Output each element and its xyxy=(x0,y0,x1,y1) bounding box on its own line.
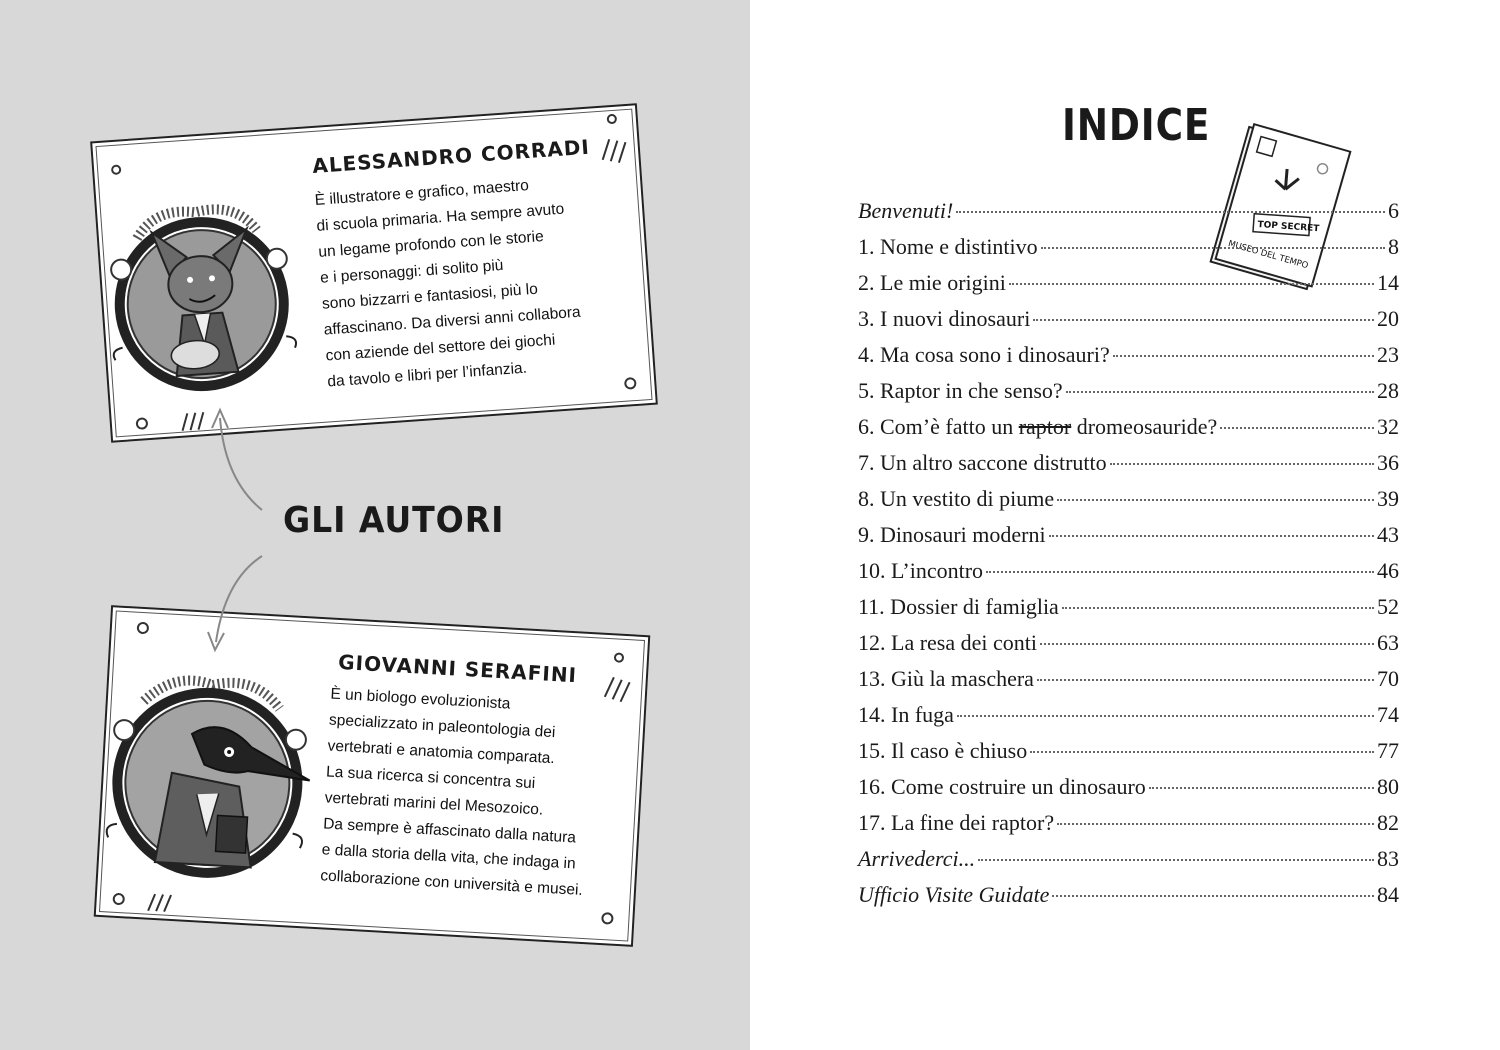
table-of-contents xyxy=(858,198,1399,918)
toc-title: 8. Un vestito di piume xyxy=(858,486,1055,511)
toc-leader-dots xyxy=(956,211,1385,213)
toc-page-number: 74 xyxy=(1377,702,1399,727)
toc-title: 11. Dossier di famiglia xyxy=(858,594,1059,619)
author-bio: È illustratore e grafico, maestro di scuola primaria. Ha sempre avuto un legame profondo con le storie e i personaggi: di solito più sono bizzarri e fantasiosi, più lo affascinano. Da diversi anni collabora con aziende del settore dei giochi da tavolo e libri per l’infanzia. xyxy=(314,177,582,391)
toc-title: 1. Nome e distintivo xyxy=(858,234,1038,259)
folder-label: MUSEO DEL TEMPO xyxy=(1226,238,1310,272)
toc-leader-dots xyxy=(957,715,1374,717)
toc-leader-dots xyxy=(986,571,1374,573)
toc-entry xyxy=(858,486,1399,522)
toc-entry xyxy=(858,270,1399,306)
toc-page-number: 32 xyxy=(1377,414,1399,439)
toc-leader-dots xyxy=(1057,499,1374,501)
toc-title: 7. Un altro saccone distrutto xyxy=(858,450,1107,475)
toc-entry xyxy=(858,522,1399,558)
toc-entry xyxy=(858,846,1399,882)
toc-title: 4. Ma cosa sono i dinosauri? xyxy=(858,342,1110,367)
author-bio: È un biologo evoluzionista specializzato in paleontologia dei vertebrati e anatomia comparata. La sua ricerca si concentra sui vertebrati marini del Mesozoico. Da sempre è affascinato dalla natura e dalla storia della vita, che indaga in collaborazione con università e musei. xyxy=(319,685,584,899)
toc-leader-dots xyxy=(1149,787,1374,789)
toc-page-number: 83 xyxy=(1377,846,1399,871)
toc-title: 13. Giù la maschera xyxy=(858,666,1034,691)
toc-title: 14. In fuga xyxy=(858,702,954,727)
toc-entry xyxy=(858,558,1399,594)
toc-leader-dots xyxy=(1041,247,1385,249)
toc-page-number: 36 xyxy=(1377,450,1399,475)
toc-leader-dots xyxy=(1066,391,1374,393)
stamp-label: TOP SECRET xyxy=(1257,219,1320,235)
toc-entry xyxy=(858,774,1399,810)
toc-entry xyxy=(858,378,1399,414)
toc-page-number: 8 xyxy=(1388,234,1399,259)
toc-title: 16. Come costruire un dinosauro xyxy=(858,774,1146,799)
toc-entry xyxy=(858,702,1399,738)
toc-page-number: 46 xyxy=(1377,558,1399,583)
toc-page-number: 77 xyxy=(1377,738,1399,763)
toc-title: Arrivederci... xyxy=(858,846,976,871)
toc-leader-dots xyxy=(1057,823,1374,825)
toc-page-number: 84 xyxy=(1377,882,1399,907)
toc-title-part: dromeosauride? xyxy=(1071,414,1218,439)
toc-page-number: 63 xyxy=(1377,630,1399,655)
toc-page-number: 43 xyxy=(1377,522,1399,547)
toc-leader-dots xyxy=(1037,679,1374,681)
toc-title: 15. Il caso è chiuso xyxy=(858,738,1028,763)
toc-entry xyxy=(858,342,1399,378)
toc-entry xyxy=(858,306,1399,342)
toc-leader-dots xyxy=(1110,463,1374,465)
toc-title: 10. L’incontro xyxy=(858,558,984,583)
toc-entry xyxy=(858,198,1399,234)
toc-leader-dots xyxy=(1030,751,1374,753)
toc-page-number: 70 xyxy=(1377,666,1399,691)
toc-leader-dots xyxy=(1033,319,1374,321)
toc-leader-dots xyxy=(978,859,1374,861)
toc-title-part: 6. Com’è fatto un xyxy=(858,414,1019,439)
author-name: GIOVANNI SERAFINI xyxy=(337,649,578,688)
toc-title: Ufficio Visite Guidate xyxy=(858,882,1050,907)
toc-leader-dots xyxy=(1052,895,1374,897)
toc-title: 2. Le mie origini xyxy=(858,270,1006,295)
toc-entry xyxy=(858,594,1399,630)
toc-leader-dots xyxy=(1062,607,1374,609)
section-title: GLI AUTORI xyxy=(283,500,505,541)
toc-page-number: 82 xyxy=(1377,810,1399,835)
toc-entry xyxy=(858,882,1399,918)
toc-leader-dots xyxy=(1040,643,1374,645)
toc-title: 12. La resa dei conti xyxy=(858,630,1037,655)
toc-title xyxy=(858,414,1217,440)
toc-leader-dots xyxy=(1049,535,1374,537)
toc-page-number: 28 xyxy=(1377,378,1399,403)
toc-title: 9. Dinosauri moderni xyxy=(858,522,1046,547)
right-page xyxy=(750,0,1500,1050)
toc-title: 5. Raptor in che senso? xyxy=(858,378,1063,403)
toc-leader-dots xyxy=(1009,283,1374,285)
toc-title-struck: raptor xyxy=(1018,414,1072,439)
toc-title: Benvenuti! xyxy=(858,198,954,223)
index-title: INDICE xyxy=(1062,100,1211,151)
toc-page-number: 14 xyxy=(1377,270,1399,295)
toc-page-number: 20 xyxy=(1377,306,1399,331)
toc-entry xyxy=(858,414,1399,450)
toc-entry xyxy=(858,630,1399,666)
toc-page-number: 39 xyxy=(1377,486,1399,511)
toc-entry xyxy=(858,450,1399,486)
toc-leader-dots xyxy=(1113,355,1374,357)
toc-entry xyxy=(858,666,1399,702)
toc-leader-dots xyxy=(1220,427,1374,429)
toc-page-number: 23 xyxy=(1377,342,1399,367)
toc-entry xyxy=(858,810,1399,846)
toc-page-number: 52 xyxy=(1377,594,1399,619)
toc-entry xyxy=(858,234,1399,270)
author-name: ALESSANDRO CORRADI xyxy=(311,134,591,179)
toc-page-number: 6 xyxy=(1388,198,1399,223)
toc-title: 17. La fine dei raptor? xyxy=(858,810,1055,835)
toc-title: 3. I nuovi dinosauri xyxy=(858,306,1031,331)
toc-page-number: 80 xyxy=(1377,774,1399,799)
toc-entry xyxy=(858,738,1399,774)
